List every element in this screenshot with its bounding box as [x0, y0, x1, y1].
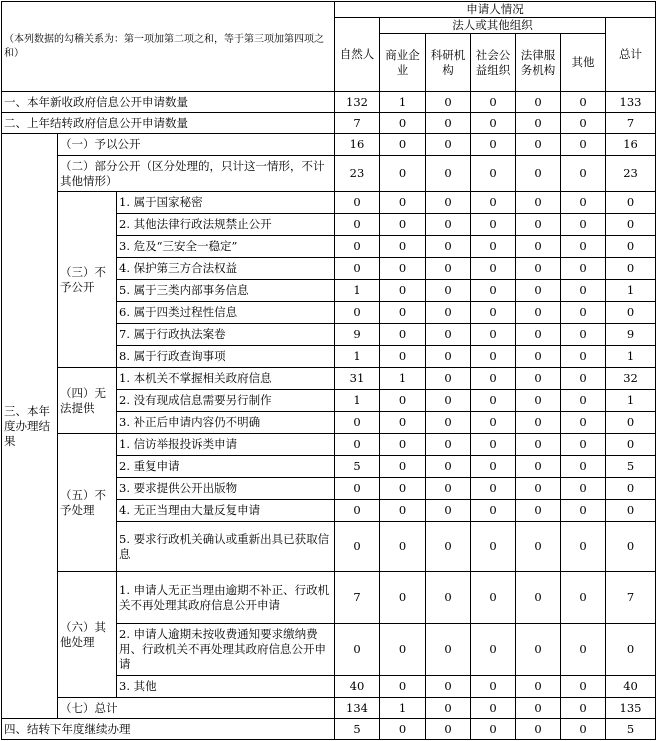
not-disclosed-item-value: 0 [471, 346, 516, 368]
total-value: 1 [380, 698, 426, 719]
total-value: 135 [606, 698, 656, 719]
not-processed-item-value: 0 [426, 456, 471, 478]
new-requests-value: 1 [380, 92, 426, 113]
other-processing-item-value: 0 [426, 572, 471, 624]
not-processed-item-value: 5 [606, 456, 656, 478]
not-disclosed-item-value: 0 [335, 236, 380, 258]
not-disclosed-item-value: 0 [606, 192, 656, 214]
not-disclosed-item-value: 1 [606, 346, 656, 368]
not-disclosed-item-label: 1. 属于国家秘密 [117, 192, 335, 214]
not-disclosed-item-value: 0 [561, 236, 606, 258]
other-processing-item-value: 0 [516, 572, 561, 624]
not-disclosed-item-value: 0 [561, 258, 606, 280]
table-row [2, 92, 656, 113]
other-processing-item-value: 0 [335, 624, 380, 676]
partially-disclosed-label: （二）部分公开（区分处理的，只计这一情形，不计其他情形） [58, 156, 335, 192]
cannot-provide-item-value: 0 [606, 412, 656, 434]
not-disclosed-item-label: 6. 属于四类过程性信息 [117, 302, 335, 324]
new-requests-value: 0 [471, 92, 516, 113]
cannot-provide-item-value: 1 [335, 390, 380, 412]
not-disclosed-item-value: 0 [471, 214, 516, 236]
table-row [2, 192, 656, 214]
not-processed-item-value: 0 [471, 434, 516, 456]
not-processed-item-value: 0 [426, 434, 471, 456]
not-processed-item-value: 0 [380, 456, 426, 478]
not-disclosed-item-value: 0 [426, 214, 471, 236]
not-disclosed-item-value: 0 [335, 258, 380, 280]
other-processing-item-value: 0 [426, 676, 471, 698]
partially-disclosed-value: 0 [380, 156, 426, 192]
carry-forward-value: 0 [471, 719, 516, 740]
not-disclosed-item-value: 0 [380, 346, 426, 368]
not-processed-item-value: 0 [516, 434, 561, 456]
not-processed-group-label: （五）不予处理 [58, 434, 117, 572]
not-disclosed-item-label: 7. 属于行政执法案卷 [117, 324, 335, 346]
cannot-provide-item-value: 0 [561, 368, 606, 390]
not-disclosed-item-value: 0 [561, 302, 606, 324]
disclosed-value: 0 [516, 134, 561, 156]
other-processing-item-value: 0 [380, 624, 426, 676]
total-label: （七）总计 [58, 698, 335, 719]
partially-disclosed-value: 23 [606, 156, 656, 192]
cannot-provide-item-value: 0 [471, 412, 516, 434]
not-processed-item-label: 1. 信访举报投诉类申请 [117, 434, 335, 456]
other-processing-item-value: 0 [561, 676, 606, 698]
not-processed-item-value: 0 [335, 434, 380, 456]
not-processed-item-label: 5. 要求行政机关确认或重新出具已获取信息 [117, 522, 335, 572]
cannot-provide-item-value: 0 [561, 412, 606, 434]
col-total: 总计 [606, 18, 656, 92]
not-processed-item-value: 0 [606, 500, 656, 522]
not-disclosed-item-value: 0 [516, 214, 561, 236]
cannot-provide-item-value: 0 [426, 390, 471, 412]
not-disclosed-item-value: 0 [380, 236, 426, 258]
not-disclosed-item-value: 0 [606, 258, 656, 280]
carry-forward-value: 0 [426, 719, 471, 740]
not-processed-item-value: 0 [561, 478, 606, 500]
other-processing-item-value: 0 [516, 676, 561, 698]
other-processing-item-value: 0 [471, 676, 516, 698]
carried-over-value: 0 [380, 113, 426, 134]
not-processed-item-value: 0 [561, 434, 606, 456]
new-requests-value: 0 [516, 92, 561, 113]
not-processed-item-value: 0 [516, 478, 561, 500]
col-natural-person: 自然人 [335, 18, 380, 92]
applicant-info-header: 申请人情况 [335, 2, 656, 18]
not-disclosed-item-value: 0 [471, 192, 516, 214]
col-legal-service: 法律服务机构 [516, 34, 561, 92]
not-processed-item-value: 0 [471, 500, 516, 522]
table-row [2, 113, 656, 134]
not-disclosed-item-value: 0 [426, 258, 471, 280]
not-disclosed-item-value: 0 [426, 192, 471, 214]
not-disclosed-item-value: 0 [606, 236, 656, 258]
carry-forward-value: 5 [335, 719, 380, 740]
not-disclosed-item-label: 4. 保护第三方合法权益 [117, 258, 335, 280]
total-value: 0 [426, 698, 471, 719]
cannot-provide-item-label: 2. 没有现成信息需要另行制作 [117, 390, 335, 412]
not-processed-item-value: 0 [516, 522, 561, 572]
cannot-provide-item-label: 3. 补正后申请内容仍不明确 [117, 412, 335, 434]
cannot-provide-item-value: 0 [471, 390, 516, 412]
not-disclosed-item-value: 0 [516, 192, 561, 214]
not-disclosed-item-label: 8. 属于行政查询事项 [117, 346, 335, 368]
not-processed-item-value: 5 [335, 456, 380, 478]
not-disclosed-item-value: 0 [561, 280, 606, 302]
cannot-provide-item-value: 0 [335, 412, 380, 434]
not-disclosed-item-label: 3. 危及“三安全一稳定” [117, 236, 335, 258]
not-processed-item-value: 0 [561, 522, 606, 572]
table-row [2, 719, 656, 740]
partially-disclosed-value: 0 [516, 156, 561, 192]
legal-orgs-header: 法人或其他组织 [380, 18, 606, 34]
col-public-welfare: 社会公益组织 [471, 34, 516, 92]
not-disclosed-item-value: 0 [426, 280, 471, 302]
col-business: 商业企业 [380, 34, 426, 92]
new-requests-value: 0 [561, 92, 606, 113]
not-processed-item-value: 0 [561, 456, 606, 478]
table-row [2, 698, 656, 719]
not-disclosed-item-value: 0 [426, 324, 471, 346]
not-disclosed-item-value: 0 [426, 346, 471, 368]
col-other: 其他 [561, 34, 606, 92]
not-disclosed-item-value: 1 [335, 346, 380, 368]
other-processing-item-value: 0 [380, 676, 426, 698]
cannot-provide-item-value: 1 [380, 368, 426, 390]
section-results-label: 三、本年度办理结果 [2, 134, 58, 719]
cannot-provide-item-value: 1 [606, 390, 656, 412]
col-research: 科研机构 [426, 34, 471, 92]
not-disclosed-item-value: 0 [516, 236, 561, 258]
not-processed-item-value: 0 [335, 478, 380, 500]
other-processing-item-label: 1. 申请人无正当理由逾期不补正、行政机关不再处理其政府信息公开申请 [117, 572, 335, 624]
cannot-provide-item-value: 0 [426, 368, 471, 390]
disclosed-value: 0 [471, 134, 516, 156]
other-processing-item-value: 0 [561, 624, 606, 676]
carried-over-value: 0 [561, 113, 606, 134]
other-processing-item-value: 0 [516, 624, 561, 676]
not-disclosed-item-value: 0 [380, 192, 426, 214]
not-processed-item-value: 0 [335, 500, 380, 522]
disclosed-value: 16 [606, 134, 656, 156]
not-disclosed-item-value: 0 [426, 302, 471, 324]
carry-forward-label: 四、结转下年度继续办理 [2, 719, 335, 740]
disclosed-label: （一）予以公开 [58, 134, 335, 156]
cannot-provide-item-value: 31 [335, 368, 380, 390]
total-value: 0 [516, 698, 561, 719]
table-row [2, 134, 656, 156]
not-disclosed-item-value: 0 [335, 192, 380, 214]
carried-over-value: 0 [426, 113, 471, 134]
not-disclosed-item-value: 0 [471, 258, 516, 280]
not-disclosed-item-value: 0 [335, 302, 380, 324]
other-processing-item-value: 7 [606, 572, 656, 624]
total-value: 134 [335, 698, 380, 719]
table-row [2, 368, 656, 390]
not-disclosed-item-value: 0 [471, 280, 516, 302]
other-processing-item-label: 3. 其他 [117, 676, 335, 698]
other-processing-item-value: 40 [606, 676, 656, 698]
not-disclosed-item-value: 0 [561, 214, 606, 236]
cannot-provide-item-label: 1. 本机关不掌握相关政府信息 [117, 368, 335, 390]
carry-forward-value: 0 [380, 719, 426, 740]
not-processed-item-label: 2. 重复申请 [117, 456, 335, 478]
table-row [2, 434, 656, 456]
partially-disclosed-value: 0 [426, 156, 471, 192]
not-disclosed-item-value: 1 [335, 280, 380, 302]
not-disclosed-item-value: 0 [380, 302, 426, 324]
not-disclosed-item-value: 0 [516, 324, 561, 346]
not-disclosed-item-value: 0 [516, 280, 561, 302]
not-disclosed-item-value: 0 [606, 214, 656, 236]
other-processing-item-label: 2. 申请人逾期未按收费通知要求缴纳费用、行政机关不再处理其政府信息公开申请 [117, 624, 335, 676]
not-processed-item-value: 0 [426, 500, 471, 522]
cannot-provide-item-value: 0 [380, 412, 426, 434]
not-disclosed-item-value: 0 [561, 346, 606, 368]
not-disclosed-item-value: 0 [471, 236, 516, 258]
not-disclosed-item-value: 0 [471, 302, 516, 324]
not-processed-item-value: 0 [471, 456, 516, 478]
disclosed-value: 0 [426, 134, 471, 156]
not-processed-item-value: 0 [380, 500, 426, 522]
disclosed-value: 0 [380, 134, 426, 156]
new-requests-value: 133 [606, 92, 656, 113]
carry-forward-value: 5 [606, 719, 656, 740]
not-processed-item-value: 0 [380, 478, 426, 500]
not-processed-item-value: 0 [380, 522, 426, 572]
cannot-provide-item-value: 0 [471, 368, 516, 390]
cannot-provide-item-value: 0 [561, 390, 606, 412]
other-processing-item-value: 0 [471, 572, 516, 624]
carried-over-value: 0 [516, 113, 561, 134]
not-disclosed-item-value: 0 [606, 302, 656, 324]
carried-over-label: 二、上年结转政府信息公开申请数量 [2, 113, 335, 134]
not-disclosed-item-value: 0 [516, 346, 561, 368]
other-processing-group-label: （六）其他处理 [58, 572, 117, 698]
carry-forward-value: 0 [561, 719, 606, 740]
not-processed-item-value: 0 [471, 478, 516, 500]
not-disclosed-group-label: （三）不予公开 [58, 192, 117, 368]
other-processing-item-value: 0 [380, 572, 426, 624]
table-header-note: （本列数据的勾稽关系为：第一项加第二项之和，等于第三项加第四项之和） [2, 2, 335, 92]
not-disclosed-item-value: 0 [380, 280, 426, 302]
not-disclosed-item-value: 0 [516, 258, 561, 280]
not-disclosed-item-value: 0 [426, 236, 471, 258]
disclosed-value: 0 [561, 134, 606, 156]
not-processed-item-value: 0 [516, 456, 561, 478]
carried-over-value: 7 [606, 113, 656, 134]
not-disclosed-item-value: 0 [561, 324, 606, 346]
partially-disclosed-value: 23 [335, 156, 380, 192]
table-row [2, 156, 656, 192]
not-processed-item-value: 0 [426, 522, 471, 572]
cannot-provide-item-value: 0 [516, 390, 561, 412]
carried-over-value: 0 [471, 113, 516, 134]
not-disclosed-item-value: 1 [606, 280, 656, 302]
other-processing-item-value: 0 [561, 572, 606, 624]
not-processed-item-value: 0 [561, 500, 606, 522]
not-processed-item-value: 0 [606, 434, 656, 456]
not-processed-item-value: 0 [471, 522, 516, 572]
cannot-provide-item-value: 0 [516, 412, 561, 434]
partially-disclosed-value: 0 [471, 156, 516, 192]
not-processed-item-value: 0 [606, 478, 656, 500]
cannot-provide-item-value: 32 [606, 368, 656, 390]
not-processed-item-value: 0 [606, 522, 656, 572]
not-processed-item-value: 0 [426, 478, 471, 500]
carried-over-value: 7 [335, 113, 380, 134]
total-value: 0 [561, 698, 606, 719]
other-processing-item-value: 40 [335, 676, 380, 698]
new-requests-value: 132 [335, 92, 380, 113]
not-disclosed-item-value: 0 [561, 192, 606, 214]
not-disclosed-item-value: 0 [516, 302, 561, 324]
cannot-provide-item-value: 0 [516, 368, 561, 390]
new-requests-label: 一、本年新收政府信息公开申请数量 [2, 92, 335, 113]
not-processed-item-label: 3. 要求提供公开出版物 [117, 478, 335, 500]
not-disclosed-item-value: 0 [380, 258, 426, 280]
new-requests-value: 0 [426, 92, 471, 113]
not-disclosed-item-value: 9 [335, 324, 380, 346]
not-disclosed-item-value: 9 [606, 324, 656, 346]
not-disclosed-item-value: 0 [335, 214, 380, 236]
partially-disclosed-value: 0 [561, 156, 606, 192]
total-value: 0 [471, 698, 516, 719]
not-disclosed-item-value: 0 [471, 324, 516, 346]
not-disclosed-item-value: 0 [380, 214, 426, 236]
other-processing-item-value: 7 [335, 572, 380, 624]
carry-forward-value: 0 [516, 719, 561, 740]
not-disclosed-item-label: 2. 其他法律行政法规禁止公开 [117, 214, 335, 236]
not-processed-item-label: 4. 无正当理由大量反复申请 [117, 500, 335, 522]
table-row [2, 572, 656, 624]
cannot-provide-group-label: （四）无法提供 [58, 368, 117, 434]
not-disclosed-item-value: 0 [380, 324, 426, 346]
not-disclosed-item-label: 5. 属于三类内部事务信息 [117, 280, 335, 302]
cannot-provide-item-value: 0 [380, 390, 426, 412]
other-processing-item-value: 0 [426, 624, 471, 676]
statistics-table [1, 1, 656, 740]
disclosed-value: 16 [335, 134, 380, 156]
not-processed-item-value: 0 [380, 434, 426, 456]
other-processing-item-value: 0 [471, 624, 516, 676]
cannot-provide-item-value: 0 [426, 412, 471, 434]
not-processed-item-value: 0 [516, 500, 561, 522]
not-processed-item-value: 0 [335, 522, 380, 572]
other-processing-item-value: 0 [606, 624, 656, 676]
